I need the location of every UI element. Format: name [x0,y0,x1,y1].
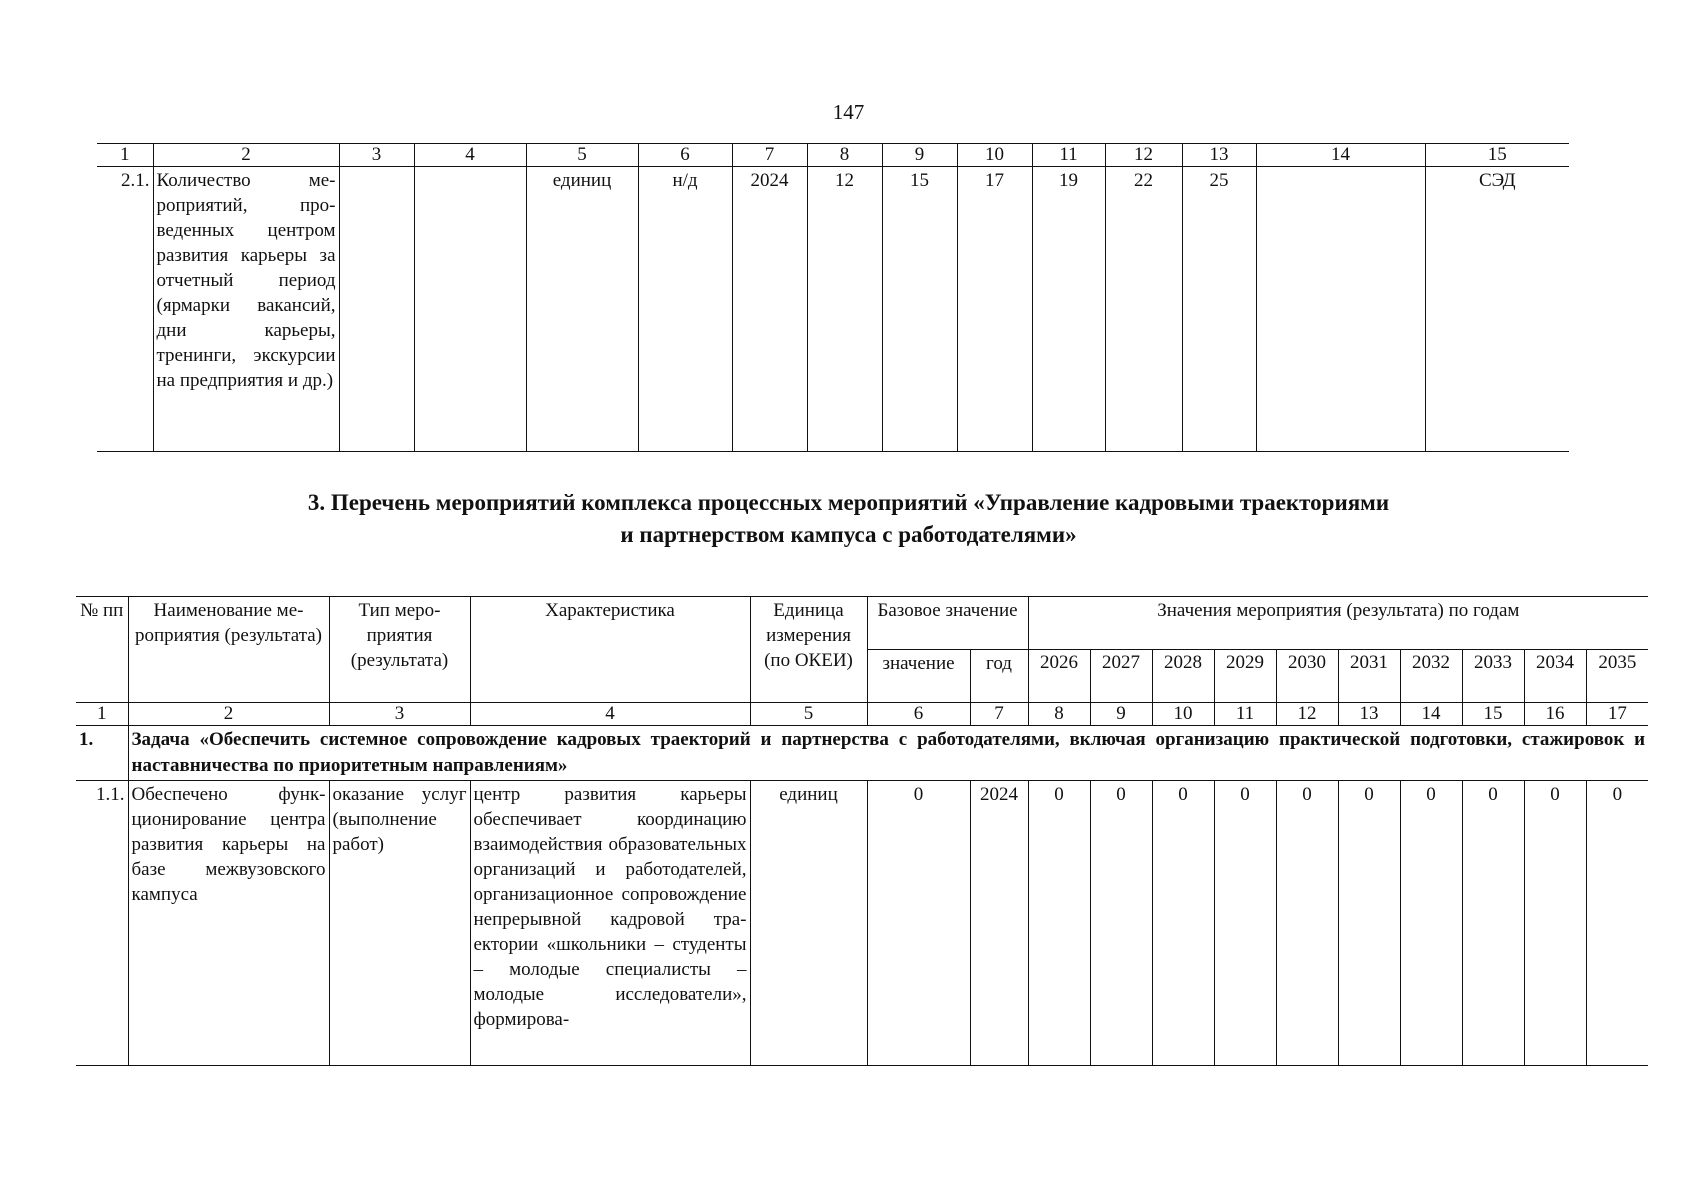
t1-colnum: 6 [638,144,732,167]
year-value-cell: 0 [1152,781,1214,1066]
value-cell: 15 [882,167,957,452]
t2-colnum: 5 [750,703,867,726]
header-values-by-year: Значения мероприятия (результата) по годам [1028,597,1648,650]
unit-cell: единиц [526,167,638,452]
header-type: Тип мероприятия (результата) [329,597,470,703]
t1-colnum: 2 [153,144,339,167]
t2-colnum: 4 [470,703,750,726]
t1-colnum: 12 [1105,144,1182,167]
header-year: 2026 [1028,650,1090,703]
table-row [97,167,1569,452]
section-title-line-1: 3. Перечень мероприятий комплекса процессных мероприятий «Управление кадровыми траекториями [307,490,1390,515]
activity-name: Обеспечено функционирование центра развития карьеры на базе межвузовского кампуса [128,781,329,1066]
t1-colnum: 8 [807,144,882,167]
activities-table [76,596,1648,1066]
t2-colnum: 8 [1028,703,1090,726]
header-year: 2029 [1214,650,1276,703]
year-value-cell: 0 [1400,781,1462,1066]
cell-col3 [339,167,414,452]
table1-column-numbers [97,144,1569,167]
table2-column-numbers [76,703,1648,726]
value-cell: 17 [957,167,1032,452]
header-year: 2031 [1338,650,1400,703]
t2-colnum: 2 [128,703,329,726]
t2-colnum: 9 [1090,703,1152,726]
year-value-cell: 0 [1214,781,1276,1066]
activity-type: оказание услуг (выполнение работ) [329,781,470,1066]
year-value-cell: 0 [1586,781,1648,1066]
t1-colnum: 3 [339,144,414,167]
value-cell: 25 [1182,167,1256,452]
t1-colnum: 7 [732,144,807,167]
t1-colnum: 1 [97,144,153,167]
activity-characteristic: центр развития карьеры обеспечивает координацию взаимодействия образовательных организаций и работодателей, организационное сопровождение непрерывной кадровой траектории «школьники – студенты – молодые специалисты – молодые исследователи», формирова- [470,781,750,1066]
year-value-cell: 0 [1524,781,1586,1066]
indicator-name: Количество мероприятий, проведенных центром развития карьеры за отчетный период (ярмарки вакансий, дни карьеры, тренинги, экскурсии на предприятия и др.) [153,167,339,452]
t1-colnum: 9 [882,144,957,167]
header-year: 2028 [1152,650,1214,703]
page-number: 147 [832,100,865,124]
base-value-cell: н/д [638,167,732,452]
header-base-year: год [970,650,1028,703]
cell-col14 [1256,167,1425,452]
header-base: Базовое значение [867,597,1028,650]
header-year: 2035 [1586,650,1648,703]
task-text: Задача «Обеспечить системное сопровождение кадровых траекторий и партнерства с работодателями, включая организацию практической подготовки, стажировок и наставничества по приоритетным направлениям» [128,726,1648,781]
value-cell: 22 [1105,167,1182,452]
task-row [76,726,1648,781]
t2-colnum: 12 [1276,703,1338,726]
task-number: 1. [76,726,128,781]
source-cell: СЭД [1425,167,1569,452]
row-number: 2.1. [97,167,153,452]
header-name: Наименование мероприятия (результата) [128,597,329,703]
t2-colnum: 16 [1524,703,1586,726]
t2-colnum: 1 [76,703,128,726]
t1-colnum: 15 [1425,144,1569,167]
year-value-cell: 0 [1090,781,1152,1066]
header-year: 2033 [1462,650,1524,703]
section-title [0,487,1697,551]
t2-colnum: 7 [970,703,1028,726]
row-number: 1.1. [76,781,128,1066]
t1-colnum: 11 [1032,144,1105,167]
unit-cell: единиц [750,781,867,1066]
t2-colnum: 11 [1214,703,1276,726]
header-num: № пп [76,597,128,703]
header-unit: Единица измерения (по ОКЕИ) [750,597,867,703]
header-year: 2034 [1524,650,1586,703]
header-characteristic: Характеристика [470,597,750,703]
base-year-cell: 2024 [970,781,1028,1066]
t1-colnum: 4 [414,144,526,167]
table2-header-row-1 [76,597,1648,650]
base-year-cell: 2024 [732,167,807,452]
t2-colnum: 14 [1400,703,1462,726]
value-cell: 19 [1032,167,1105,452]
year-value-cell: 0 [1276,781,1338,1066]
header-base-value: значение [867,650,970,703]
value-cell: 12 [807,167,882,452]
t2-colnum: 6 [867,703,970,726]
year-value-cell: 0 [1462,781,1524,1066]
section-title-line-2: и партнерством кампуса с работодателями» [620,522,1077,547]
t1-colnum: 13 [1182,144,1256,167]
base-value-cell: 0 [867,781,970,1066]
t1-colnum: 14 [1256,144,1425,167]
t1-colnum: 10 [957,144,1032,167]
header-year: 2032 [1400,650,1462,703]
t2-colnum: 15 [1462,703,1524,726]
cell-col4 [414,167,526,452]
table-row [76,781,1648,1066]
year-value-cell: 0 [1028,781,1090,1066]
t2-colnum: 10 [1152,703,1214,726]
indicators-table [97,143,1569,452]
header-year: 2030 [1276,650,1338,703]
header-year: 2027 [1090,650,1152,703]
t2-colnum: 13 [1338,703,1400,726]
t2-colnum: 3 [329,703,470,726]
t2-colnum: 17 [1586,703,1648,726]
t1-colnum: 5 [526,144,638,167]
year-value-cell: 0 [1338,781,1400,1066]
